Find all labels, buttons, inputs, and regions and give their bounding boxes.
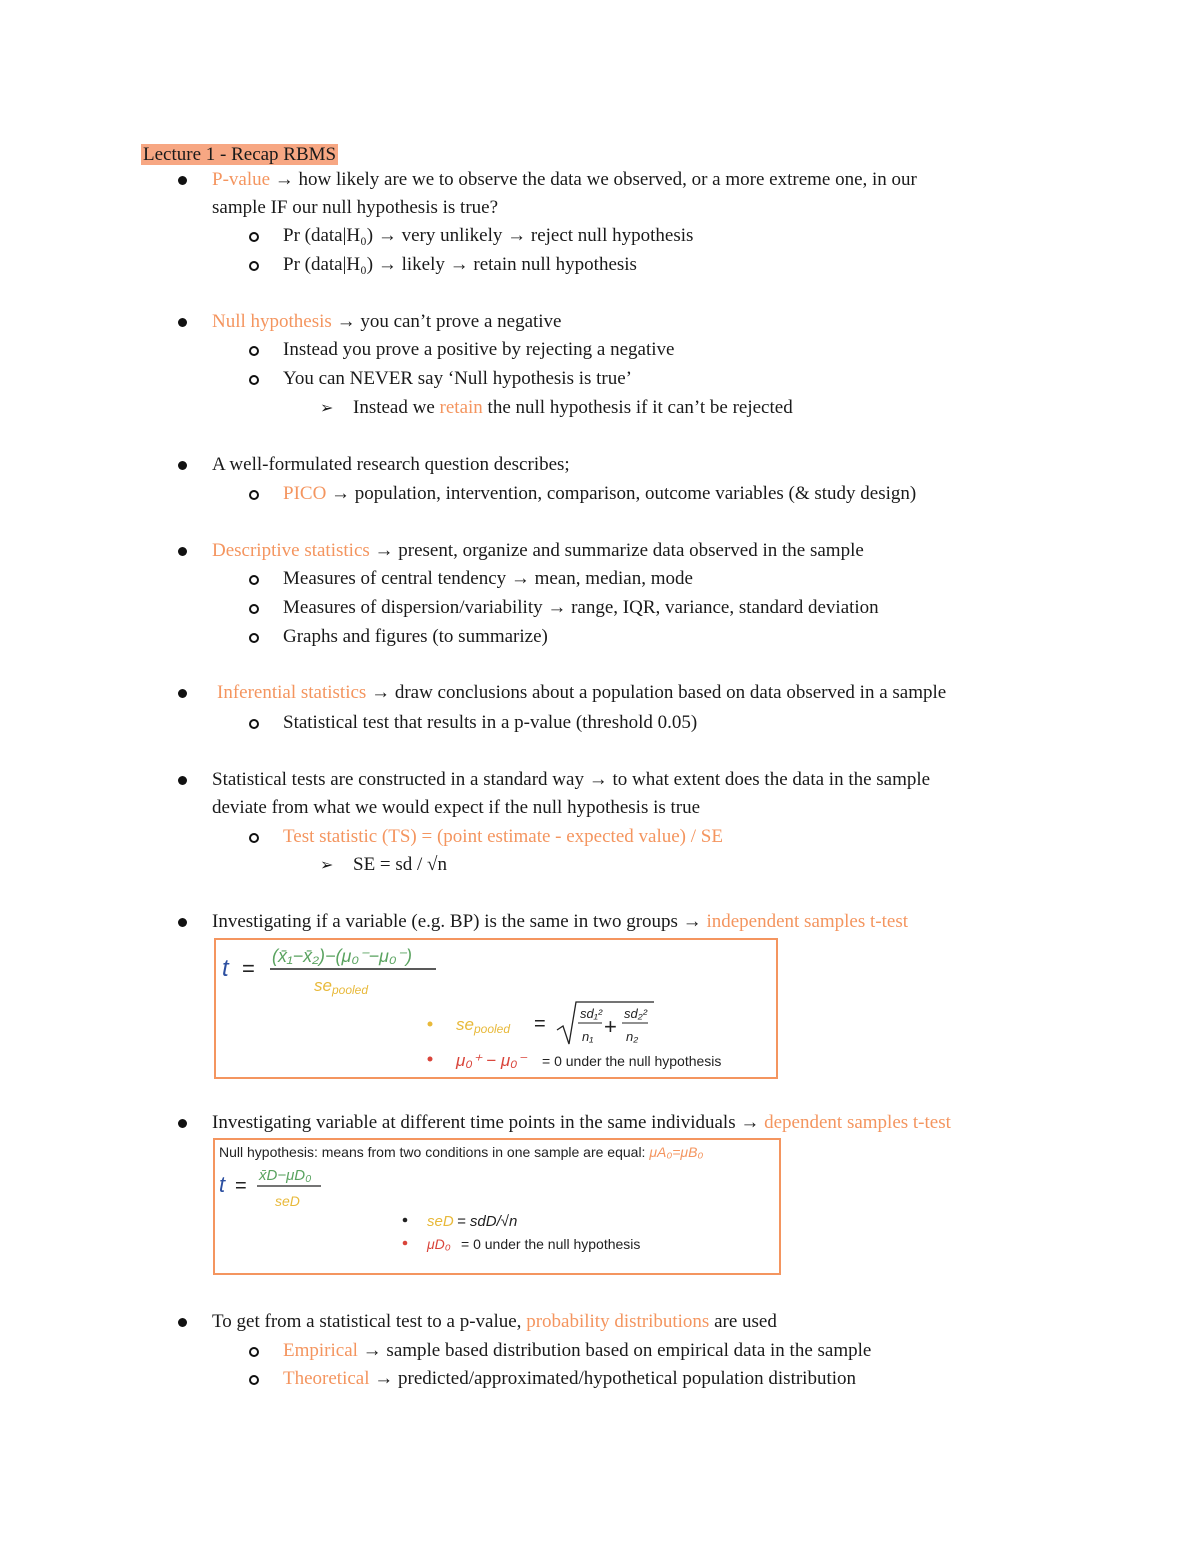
research-sub bbox=[283, 482, 916, 506]
distributions-term: probability distributions bbox=[526, 1311, 710, 1332]
descriptive-term: Descriptive statistics bbox=[212, 540, 370, 561]
retain-term: retain bbox=[439, 397, 483, 418]
bullet-circle bbox=[249, 261, 259, 271]
se-d-rhs: = sdD/√n bbox=[457, 1213, 518, 1230]
bullet-dot bbox=[428, 1022, 433, 1027]
bullet-dot bbox=[178, 461, 187, 470]
bullet-circle bbox=[249, 232, 259, 242]
bullet-circle bbox=[249, 719, 259, 729]
plus-sign: + bbox=[604, 1014, 617, 1039]
theoretical-term: Theoretical bbox=[283, 1368, 370, 1389]
pico-text: → population, intervention, comparison, outcome variables (& study design) bbox=[326, 483, 917, 504]
bullet-dot bbox=[403, 1218, 408, 1223]
research-line: A well-formulated research question describes; bbox=[212, 454, 570, 475]
null-sub-2: You can NEVER say ‘Null hypothesis is true’ bbox=[283, 368, 633, 389]
bullet-circle bbox=[249, 633, 259, 643]
distributions-pre: To get from a statistical test to a p-value, bbox=[212, 1311, 527, 1332]
distributions-sub-2 bbox=[283, 1367, 856, 1391]
null-sub-3-post: the null hypothesis if it can’t be rejected bbox=[482, 397, 793, 418]
t-symbol: t bbox=[219, 1172, 226, 1197]
pvalue-sub-1: Pr (data|H₀) → very unlikely → reject null hypothesis bbox=[283, 225, 694, 246]
bullet-dot bbox=[178, 918, 187, 927]
bullet-circle bbox=[249, 375, 259, 385]
dependent-line bbox=[212, 1111, 951, 1135]
frac2-num: sd₂² bbox=[624, 1006, 648, 1021]
null-term: Null hypothesis bbox=[212, 311, 332, 332]
distributions-line bbox=[212, 1310, 777, 1334]
descriptive-sub-2: Measures of dispersion/variability → range, IQR, variance, standard deviation bbox=[283, 597, 879, 618]
tests-line-1: Statistical tests are constructed in a standard way → to what extent does the data in the sample bbox=[212, 769, 931, 790]
mu-difference: μ₀⁺ − μ₀⁻ bbox=[456, 1051, 527, 1070]
frac2-den: n₂ bbox=[626, 1029, 639, 1044]
independent-formula-box bbox=[214, 938, 778, 1079]
bullet-dot bbox=[178, 318, 187, 327]
numerator: (x̄₁−x̄₂)−(μ₀⁻−μ₀⁻) bbox=[272, 946, 412, 966]
null-text: → you can’t prove a negative bbox=[331, 311, 562, 332]
inferential-text: → draw conclusions about a population based on data observed in a sample bbox=[366, 682, 947, 703]
title-highlight: Lecture 1 - Recap RBMS bbox=[143, 144, 337, 165]
bullet-dot bbox=[178, 689, 187, 698]
equals-sign: = bbox=[235, 1175, 247, 1197]
independent-line bbox=[212, 910, 908, 934]
pvalue-sub-2: Pr (data|H₀) → likely → retain null hypothesis bbox=[283, 254, 637, 275]
null-note: = 0 under the null hypothesis bbox=[542, 1053, 722, 1069]
bullet-dot bbox=[178, 1318, 187, 1327]
dependent-term: dependent samples t-test bbox=[764, 1112, 951, 1133]
distributions-post: are used bbox=[709, 1311, 777, 1332]
independent-text: Investigating if a variable (e.g. BP) is the same in two groups → bbox=[212, 911, 707, 932]
pvalue-line bbox=[212, 168, 917, 192]
bullet-circle bbox=[249, 1375, 259, 1385]
empirical-term: Empirical bbox=[283, 1340, 358, 1361]
empirical-text: → sample based distribution based on empirical data in the sample bbox=[357, 1340, 872, 1361]
null-note: = 0 under the null hypothesis bbox=[461, 1236, 641, 1252]
t-symbol: t bbox=[222, 955, 229, 982]
null-sub-3-pre: Instead we bbox=[353, 397, 440, 418]
inferential-sub-1: Statistical test that results in a p-value (threshold 0.05) bbox=[283, 712, 698, 733]
arrow-bullet-icon: ➢ bbox=[320, 855, 334, 874]
descriptive-line bbox=[212, 539, 864, 563]
numerator: x̄D−μD₀ bbox=[259, 1167, 312, 1184]
se-d-lhs: seD bbox=[427, 1213, 454, 1230]
descriptive-text: → present, organize and summarize data observed in the sample bbox=[369, 540, 864, 561]
equals-sign: = bbox=[242, 956, 255, 981]
mu-d0: μD₀ bbox=[427, 1236, 451, 1252]
tests-line-2: deviate from what we would expect if the null hypothesis is true bbox=[212, 797, 701, 818]
bullet-dot bbox=[178, 176, 187, 185]
se-pooled-lhs: sepooled bbox=[456, 1015, 511, 1036]
inferential-term: Inferential statistics bbox=[217, 682, 367, 703]
equals-sign: = bbox=[534, 1013, 546, 1035]
dependent-text: Investigating variable at different time points in the same individuals → bbox=[212, 1112, 765, 1133]
dependent-formula-box bbox=[213, 1138, 781, 1275]
bullet-circle bbox=[249, 1347, 259, 1357]
bullet-circle bbox=[249, 346, 259, 356]
test-statistic-formula: Test statistic (TS) = (point estimate - expected value) / SE bbox=[283, 826, 723, 847]
pico-term: PICO bbox=[283, 483, 327, 504]
frac1-den: n₁ bbox=[582, 1029, 594, 1044]
page-title bbox=[141, 143, 338, 167]
dependent-header: Null hypothesis: means from two conditions in one sample are equal: μA₀=μB₀ bbox=[219, 1144, 704, 1160]
independent-term: independent samples t-test bbox=[706, 911, 908, 932]
bullet-circle bbox=[249, 604, 259, 614]
bullet-dot bbox=[178, 547, 187, 556]
se-formula: SE = sd / √n bbox=[353, 854, 447, 875]
pvalue-text: → how likely are we to observe the data we observed, or a more extreme one, in our bbox=[270, 169, 917, 190]
denominator: sepooled bbox=[314, 976, 369, 997]
descriptive-sub-1: Measures of central tendency → mean, median, mode bbox=[283, 568, 693, 589]
bullet-circle bbox=[249, 490, 259, 500]
descriptive-sub-3: Graphs and figures (to summarize) bbox=[283, 626, 548, 647]
bullet-circle bbox=[249, 833, 259, 843]
null-line bbox=[212, 310, 562, 334]
pvalue-line-2: sample IF our null hypothesis is true? bbox=[212, 197, 499, 218]
bullet-dot bbox=[428, 1057, 433, 1062]
distributions-sub-1 bbox=[283, 1339, 871, 1363]
null-sub-3 bbox=[353, 396, 793, 420]
bullet-circle bbox=[249, 575, 259, 585]
null-sub-1: Instead you prove a positive by rejecting a negative bbox=[283, 339, 675, 360]
theoretical-text: → predicted/approximated/hypothetical population distribution bbox=[369, 1368, 857, 1389]
inferential-line bbox=[217, 681, 946, 705]
bullet-dot bbox=[403, 1241, 408, 1246]
bullet-dot bbox=[178, 1119, 187, 1128]
frac1-num: sd₁² bbox=[580, 1006, 603, 1021]
denominator: seD bbox=[275, 1193, 300, 1209]
pvalue-term: P-value bbox=[212, 169, 271, 190]
arrow-bullet-icon: ➢ bbox=[320, 398, 334, 417]
bullet-dot bbox=[178, 776, 187, 785]
